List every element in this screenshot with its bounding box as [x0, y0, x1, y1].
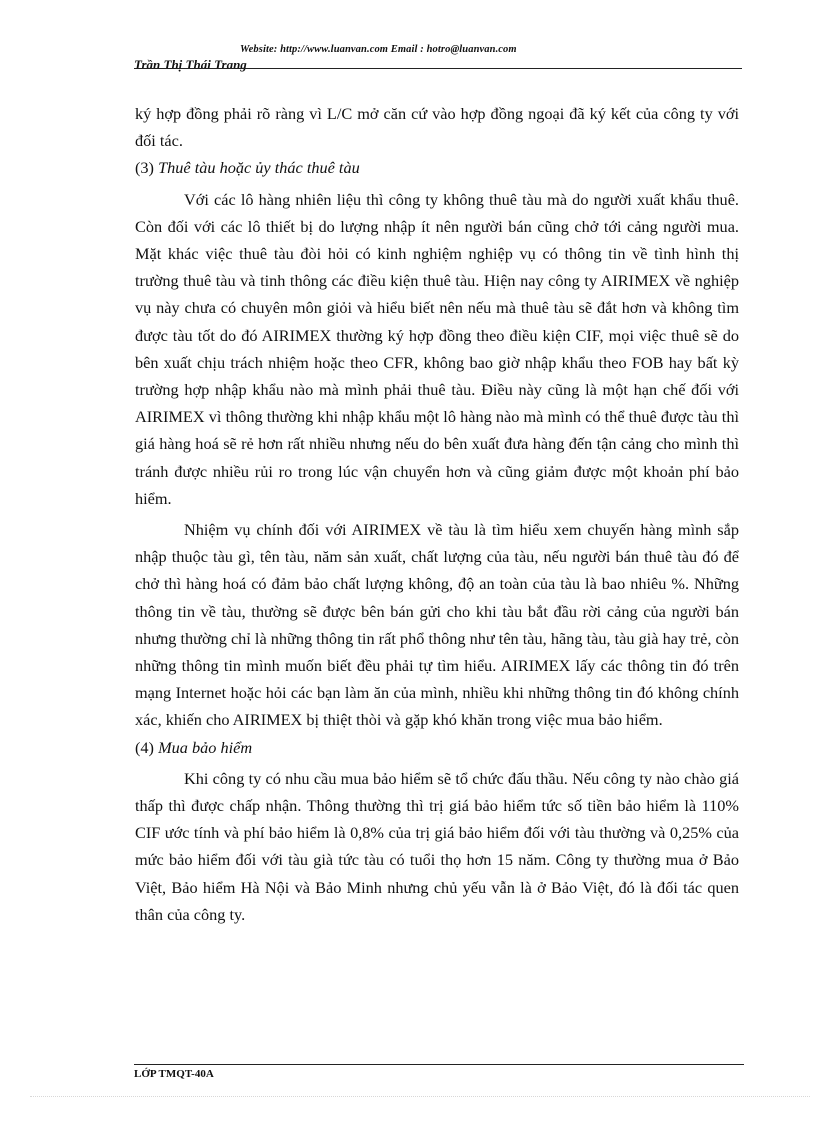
- section-number-3: (3): [135, 158, 154, 178]
- header-author: Trần Thị Thái Trang: [134, 57, 247, 72]
- footer-class-label: LỚP TMQT-40A: [134, 1068, 214, 1080]
- page-bottom-dotted-line: [30, 1096, 810, 1097]
- paragraph-ship-info: Nhiệm vụ chính đối với AIRIMEX về tàu là tìm hiểu xem chuyến hàng mình sắp nhập thuộc tàu gì, tên tàu, năm sản xuất, chất lượng của tàu, nếu người bán thuê tàu đó để chở thì hàng hoá có đảm bảo chất lượng không, độ an toàn của tàu là bao nhiêu %. Những thông tin về tàu, thường sẽ được bên bán gửi cho khi tàu bắt đầu rời cảng của người bán nhưng thường chỉ là những thông tin rất phổ thông như tên tàu, hãng tàu, tàu già hay trẻ, còn những thông tin mình muốn biết đều phải tự tìm hiểu. AIRIMEX lấy các thông tin đó trên mạng Internet hoặc hỏi các bạn làm ăn của mình, nhiều khi những thông tin đó không chính xác, khiến cho AIRIMEX bị thiệt thòi và gặp khó khăn trong việc mua bảo hiểm.: [135, 520, 739, 730]
- section-title-3: Thuê tàu hoặc ủy thác thuê tàu: [158, 158, 360, 178]
- section-heading-4: [135, 734, 739, 761]
- section-number-4: (4): [135, 737, 154, 757]
- paragraph-intro: ký hợp đồng phải rõ ràng vì L/C mở căn cứ vào hợp đồng ngoại đã ký kết của công ty với đối tác.: [135, 104, 739, 151]
- section-heading-3: [135, 154, 739, 181]
- footer-divider: [134, 1064, 744, 1065]
- paragraph-shipping: Với các lô hàng nhiên liệu thì công ty không thuê tàu mà do người xuất khẩu thuê. Còn đối với các lô thiết bị do lượng nhập ít nên người bán cũng chở tới cảng người mua. Mặt khác việc thuê tàu đòi hỏi có kinh nghiệm nghiệp vụ có thông tin về tình hình thị trường thuê tàu và tinh thông các điều kiện thuê tàu. Hiện nay công ty AIRIMEX về nghiệp vụ này chưa có chuyên môn giỏi và hiểu biết nên nếu mà thuê tàu sẽ đắt hơn và không tìm được tàu tốt do đó AIRIMEX thường ký hợp đồng theo điều kiện CIF, mọi việc thuê sẽ do bên xuất chịu trách nhiệm hoặc theo CFR, không bao giờ nhập khẩu theo FOB hay bất kỳ trường hợp nhập khẩu nào mà mình phải thuê tàu. Điều này cũng là một hạn chế đối với AIRIMEX vì thông thường khi nhập khẩu một lô hàng nào mà mình có thể thuê được tàu thì giá hàng hoá sẽ rẻ hơn rất nhiều nhưng nếu do bên xuất đưa hàng đến tận cảng cho mình thì tránh được nhiều rủi ro trong lúc vận chuyển hơn và cũng giảm được một khoản phí bảo hiểm.: [135, 189, 739, 508]
- section-title-4: Mua bảo hiểm: [158, 737, 253, 757]
- document-body: [135, 100, 739, 928]
- paragraph-insurance: Khi công ty có nhu cầu mua bảo hiểm sẽ tổ chức đấu thầu. Nếu công ty nào chào giá thấp thì được chấp nhận. Thông thường thì trị giá bảo hiểm tức số tiền bảo hiểm là 110% CIF ước tính và phí bảo hiểm là 0,8% của trị giá bảo hiểm đối với tàu thường và 0,25% của mức bảo hiểm đối với tàu già tức tàu có tuổi thọ hơn 15 năm. Công ty thường mua ở Bảo Việt, Bảo hiểm Hà Nội và Bảo Minh nhưng chủ yếu vẫn là ở Bảo Việt, đó là đối tác quen thân của công ty.: [135, 768, 739, 924]
- header-website-email: Website: http://www.luanvan.com Email : hotro@luanvan.com: [240, 44, 517, 55]
- header-divider: [134, 68, 742, 69]
